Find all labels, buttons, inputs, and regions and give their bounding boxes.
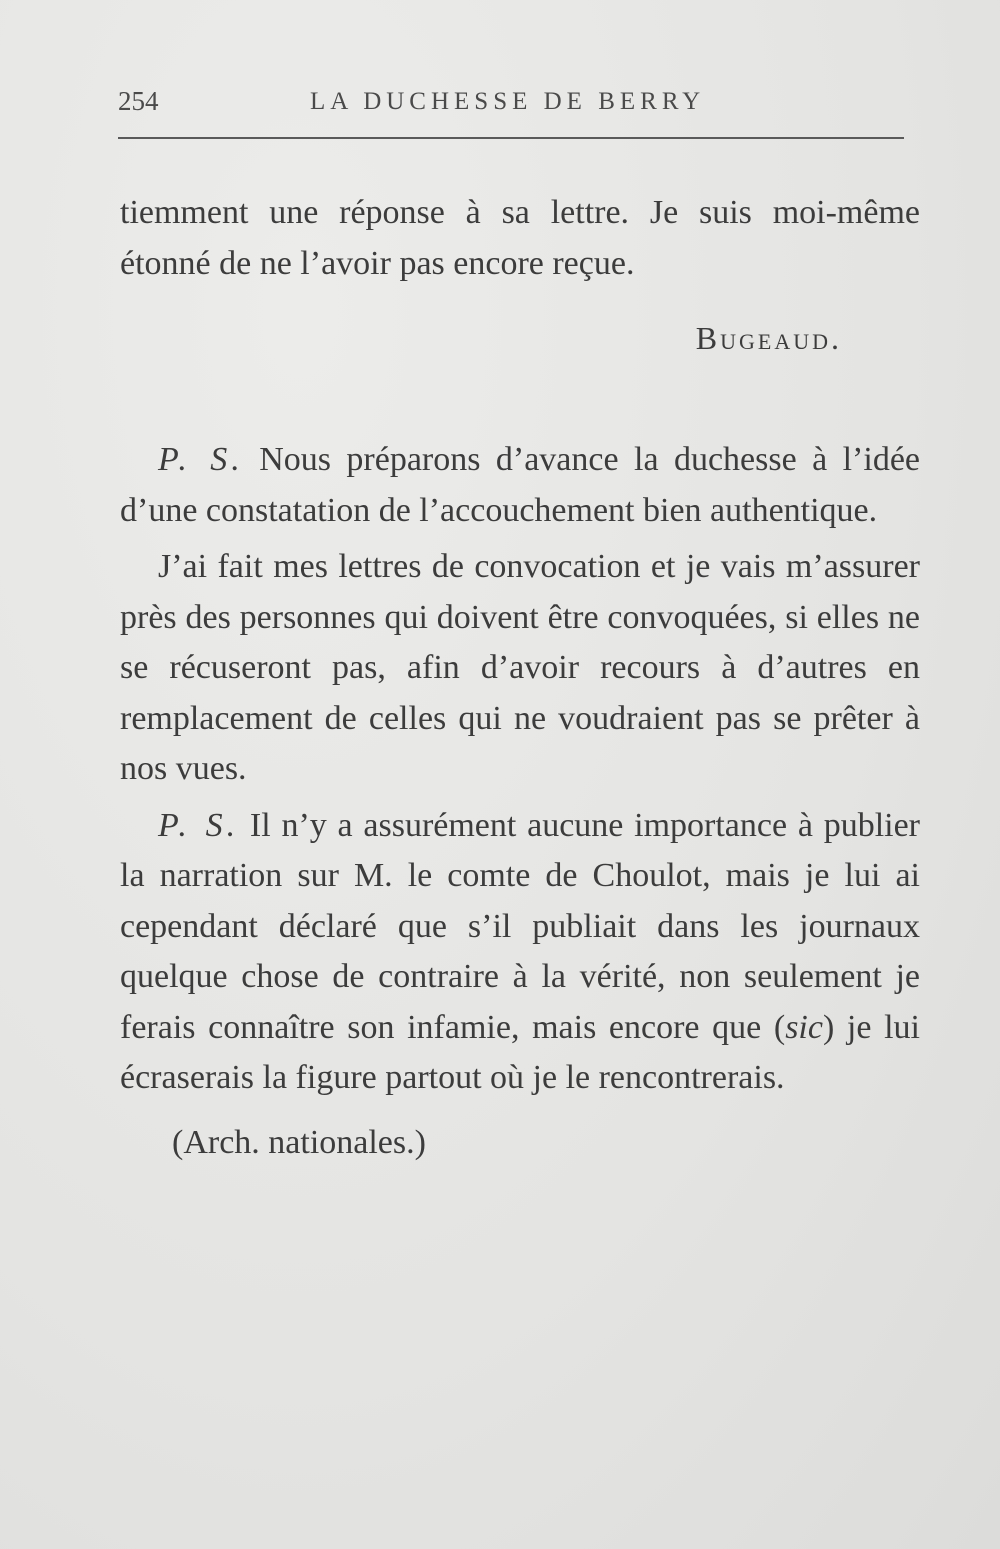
page-number: 254 <box>118 86 159 116</box>
paragraph-convocation: J’ai fait mes lettres de convocation et je vais m’assurer près des personnes qui doivent être convoquées, si elles ne se récuseront pas, afin d’avoir recours à d’autres en remplacement de celles qui ne voudraient pas se prêter à nos vues. <box>120 548 920 787</box>
signature: Bugeaud. <box>695 320 842 356</box>
spacer <box>120 363 920 435</box>
postscript-text: Il n’y a assurément aucune importance à publier la narration sur M. le comte de Choulot, mais je lui ai cependant déclaré que s’il publiait dans les journaux quelque chose de contraire à la vérité, non seulement je ferais connaître son infamie, mais encore que ( <box>120 806 921 1046</box>
source-citation: (Arch. nationales.) <box>172 1123 426 1161</box>
postscript-text: Nous préparons d’avance la duchesse à l’idée d’une constatation de l’accouchement bien authentique. <box>120 441 920 529</box>
postscript-label: P. S. <box>158 806 240 844</box>
postscript-2 <box>120 801 920 1104</box>
postscript-label: P. S. <box>158 441 244 478</box>
body-text <box>120 188 920 1168</box>
sic-italic: sic <box>785 1008 823 1046</box>
running-head <box>118 86 903 126</box>
paragraph-continued: tiemment une réponse à sa lettre. Je suis moi-même étonné de ne l’avoir pas encore reçue. <box>120 194 920 282</box>
header-rule <box>118 137 904 139</box>
postscript-1 <box>120 435 920 536</box>
running-title: LA DUCHESSE DE BERRY <box>310 88 706 115</box>
postscript-text-end: ) je lui écraserais la figure partout où je le rencontrerais. <box>120 1008 920 1096</box>
